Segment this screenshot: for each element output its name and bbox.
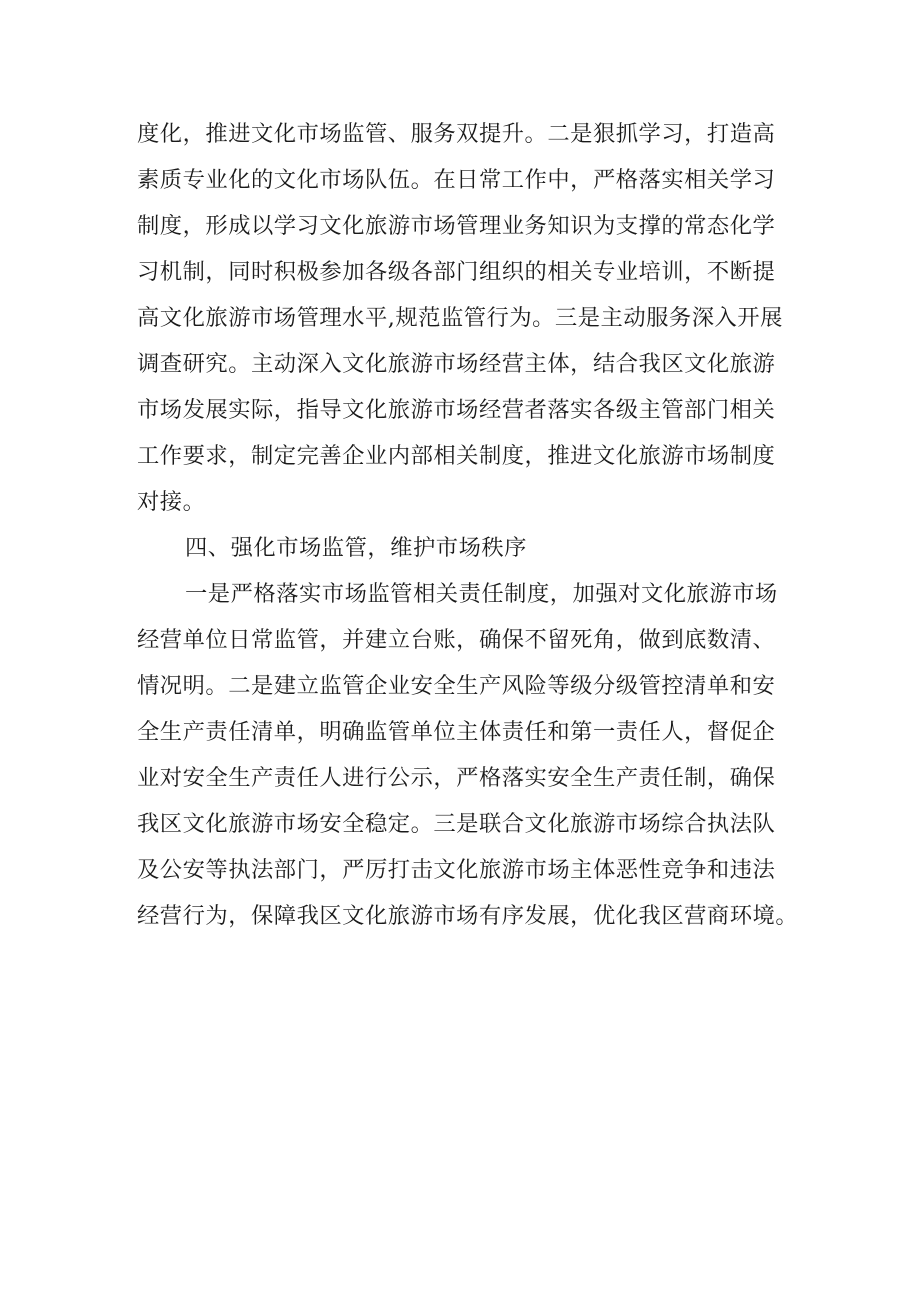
paragraph-1-line: 习机制，同时积极参加各级各部门组织的相关专业培训，不断提 bbox=[137, 259, 776, 285]
document-body bbox=[137, 111, 817, 939]
paragraph-1-line: 对接。 bbox=[137, 489, 206, 515]
paragraph-1-line: 市场发展实际，指导文化旅游市场经营者落实各级主管部门相关 bbox=[137, 397, 776, 423]
paragraph-1-line: 制度，形成以学习文化旅游市场管理业务知识为支撑的常态化学 bbox=[137, 213, 776, 239]
paragraph-1-line: 工作要求，制定完善企业内部相关制度，推进文化旅游市场制度 bbox=[137, 443, 776, 469]
section-heading: 四、强化市场监管，维护市场秩序 bbox=[185, 535, 527, 561]
paragraph-1 bbox=[137, 111, 817, 525]
paragraph-2-line: 全生产责任清单，明确监管单位主体责任和第一责任人，督促企 bbox=[137, 719, 776, 745]
paragraph-2 bbox=[137, 571, 817, 939]
paragraph-1-line: 高文化旅游市场管理水平,规范监管行为。三是主动服务深入开展 bbox=[137, 305, 783, 331]
paragraph-1-line: 素质专业化的文化市场队伍。在日常工作中，严格落实相关学习 bbox=[137, 167, 776, 193]
paragraph-2-line: 经营单位日常监管，并建立台账，确保不留死角，做到底数清、 bbox=[137, 627, 776, 653]
paragraph-2-line: 我区文化旅游市场安全稳定。三是联合文化旅游市场综合执法队 bbox=[137, 811, 776, 837]
paragraph-2-line: 情况明。二是建立监管企业安全生产风险等级分级管控清单和安 bbox=[137, 673, 776, 699]
paragraph-2-line: 经营行为，保障我区文化旅游市场有序发展，优化我区营商环境。 bbox=[137, 903, 799, 929]
paragraph-2-line: 一是严格落实市场监管相关责任制度，加强对文化旅游市场 bbox=[185, 581, 778, 607]
paragraph-2-line: 业对安全生产责任人进行公示，严格落实安全生产责任制，确保 bbox=[137, 765, 776, 791]
paragraph-1-line: 度化，推进文化市场监管、服务双提升。二是狠抓学习，打造高 bbox=[137, 121, 776, 147]
paragraph-2-line: 及公安等执法部门，严厉打击文化旅游市场主体恶性竞争和违法 bbox=[137, 857, 776, 883]
paragraph-1-line: 调查研究。主动深入文化旅游市场经营主体，结合我区文化旅游 bbox=[137, 351, 776, 377]
